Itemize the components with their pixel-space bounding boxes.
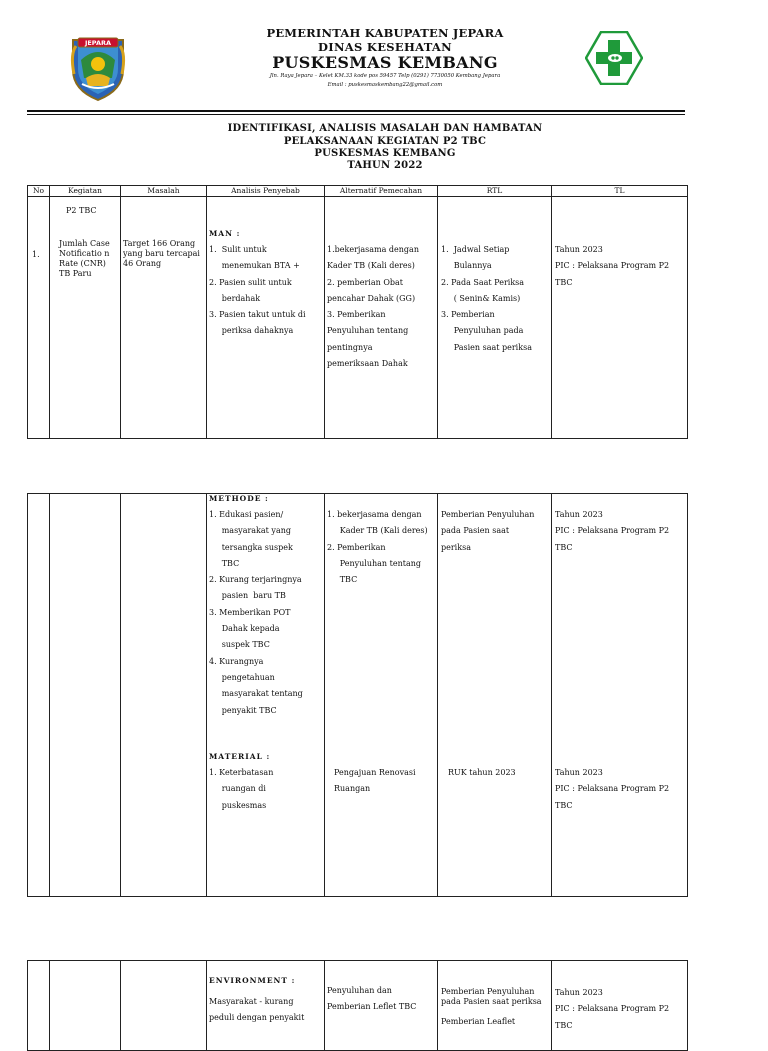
environment-analisis-text: Masyarakat - kurang peduli dengan penyakit: [209, 997, 305, 1023]
cell-kegiatan: [50, 961, 121, 1051]
cell-tl: [552, 197, 688, 439]
document-title-line-1: IDENTIFIKASI, ANALISIS MASALAH DAN HAMBATAN: [227, 123, 543, 134]
header-no: No: [28, 186, 50, 197]
program-label: P2 TBC: [66, 206, 97, 215]
letterhead-institution: PUSKESMAS KEMBANG: [272, 53, 498, 72]
header-analisis: Analisis Penyebab: [207, 186, 325, 197]
row-number: 1.: [32, 250, 40, 259]
masalah-text: Target 166 Orang yang baru tercapai 46 Orang: [123, 239, 200, 268]
cell-analisis: [207, 961, 325, 1051]
cell-no: [28, 494, 50, 897]
header-masalah: Masalah: [121, 186, 207, 197]
analysis-table-page-2: [27, 493, 688, 897]
man-tl-text: Tahun 2023 PIC : Pelaksana Program P2 TBC: [555, 245, 670, 287]
cell-alternatif: [325, 494, 438, 897]
analysis-table-page-3: [27, 960, 688, 1051]
header-kegiatan: Kegiatan: [50, 186, 121, 197]
environment-heading: ENVIRONMENT :: [209, 976, 296, 985]
cell-kegiatan: [50, 197, 121, 439]
letterhead-email: Email : puskesmaskembang22@gmail.com: [327, 82, 443, 88]
environment-rtl-text: Pemberian Penyuluhan pada Pasien saat periksa: [441, 987, 542, 1006]
man-heading: MAN :: [209, 229, 241, 238]
material-heading: MATERIAL :: [209, 752, 271, 761]
cell-no: [28, 961, 50, 1051]
cell-analisis: [207, 494, 325, 897]
man-alternatif-text: 1.bekerjasama dengan Kader TB (Kali deres) 2. pemberian Obat pencahar Dahak (GG) 3. Pemberikan Penyuluhan tentang pentingnya pemeriksaan Dahak: [327, 245, 419, 369]
material-alternatif-text: Pengajuan Renovasi Ruangan: [334, 768, 416, 794]
letterhead-rule-thick: [27, 110, 685, 112]
puskesmas-cross-icon: [585, 31, 643, 85]
jepara-regency-crest-icon: [68, 34, 128, 102]
environment-rtl-extra-text: Pemberian Leaflet: [441, 1017, 516, 1026]
cell-no: [28, 197, 50, 439]
cell-masalah: [121, 494, 207, 897]
analysis-table-page-1: [27, 185, 688, 439]
table-row: [28, 494, 688, 897]
methode-rtl-text: Pemberian Penyuluhan pada Pasien saat periksa: [441, 510, 535, 552]
header-tl: TL: [552, 186, 688, 197]
crest-banner-text: JEPARA: [84, 39, 112, 47]
man-rtl-text: 1. Jadwal Setiap Bulannya 2. Pada Saat Periksa ( Senin& Kamis) 3. Pemberian Penyuluhan pada Pasien saat periksa: [441, 245, 532, 352]
environment-tl-text: Tahun 2023 PIC : Pelaksana Program P2 TBC: [555, 988, 670, 1030]
cell-rtl: [438, 494, 552, 897]
methode-heading: METHODE :: [209, 494, 269, 503]
cell-kegiatan: [50, 494, 121, 897]
material-tl-text: Tahun 2023 PIC : Pelaksana Program P2 TBC: [555, 768, 670, 810]
cell-masalah: [121, 197, 207, 439]
cell-masalah: [121, 961, 207, 1051]
letterhead-address: Jln. Raya Jepara – Kelet KM.33 kode pos 59457 Telp (0291) 7730050 Kembang Jepara: [269, 73, 501, 79]
document-title-line-2: PELAKSANAAN KEGIATAN P2 TBC: [283, 136, 487, 147]
document-title-line-3: PUSKESMAS KEMBANG: [314, 148, 456, 159]
methode-alternatif-text: 1. bekerjasama dengan Kader TB (Kali deres) 2. Pemberikan Penyuluhan tentang TBC: [327, 510, 428, 585]
document-title-year: TAHUN 2022: [347, 160, 423, 171]
table-row: [28, 961, 688, 1051]
header-rtl: RTL: [438, 186, 552, 197]
environment-alternatif-text: Penyuluhan dan Pemberian Leflet TBC: [327, 986, 417, 1012]
material-analisis-text: 1. Keterbatasan ruangan di puskesmas: [209, 768, 274, 810]
cell-tl: [552, 494, 688, 897]
kegiatan-text: Jumlah Case Notificatio n Rate (CNR) TB Paru: [59, 239, 110, 278]
letterhead-government: PEMERINTAH KABUPATEN JEPARA: [266, 26, 504, 40]
methode-tl-text: Tahun 2023 PIC : Pelaksana Program P2 TBC: [555, 510, 670, 552]
header-alternatif: Alternatif Pemecahan: [325, 186, 438, 197]
table-row: [28, 197, 688, 439]
letterhead-agency: DINAS KESEHATAN: [318, 40, 452, 54]
letterhead-rule-thin: [27, 114, 685, 115]
cell-alternatif: [325, 961, 438, 1051]
cell-alternatif: [325, 197, 438, 439]
table-header-row: [28, 186, 688, 197]
cell-rtl: [438, 197, 552, 439]
cell-tl: [552, 961, 688, 1051]
cell-analisis: [207, 197, 325, 439]
man-analisis-text: 1. Sulit untuk menemukan BTA + 2. Pasien sulit untuk berdahak 3. Pasien takut untuk di periksa dahaknya: [209, 245, 306, 336]
methode-analisis-text: 1. Edukasi pasien/ masyarakat yang tersangka suspek TBC 2. Kurang terjaringnya pasien baru TB 3. Memberikan POT Dahak kepada suspek TBC 4. Kurangnya pengetahuan masyarakat tentang penyakit TBC: [209, 510, 303, 715]
cell-rtl: [438, 961, 552, 1051]
material-rtl-text: RUK tahun 2023: [448, 768, 516, 777]
